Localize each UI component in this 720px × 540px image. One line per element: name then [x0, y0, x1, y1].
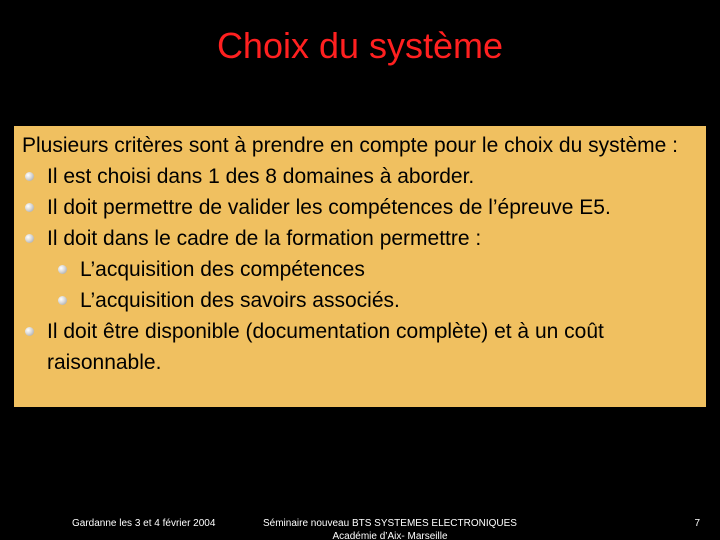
sub-bullet-text: L’acquisition des savoirs associés.	[80, 289, 400, 312]
bullet-text: Il doit permettre de valider les compétences de l’épreuve E5.	[47, 196, 611, 219]
sub-bullet-item	[55, 254, 698, 285]
bullet-item	[22, 192, 698, 223]
footer-date: Gardanne les 3 et 4 février 2004	[72, 518, 216, 529]
slide-title: Choix du système	[216, 25, 504, 66]
bullet-text: Il est choisi dans 1 des 8 domaines à aborder.	[47, 165, 475, 188]
bullet-dot-icon	[58, 265, 67, 274]
intro-text: Plusieurs critères sont à prendre en compte pour le choix du système :	[22, 134, 678, 157]
sub-bullet-item	[55, 285, 698, 316]
bullet-dot-icon	[25, 327, 34, 336]
bullet-dot-icon	[25, 172, 34, 181]
bullet-text: Il doit être disponible (documentation complète) et à un coût raisonnable.	[47, 320, 604, 374]
bullet-text: Il doit dans le cadre de la formation permettre :	[47, 227, 482, 250]
page-number: 7	[694, 518, 700, 529]
bullet-item	[22, 223, 698, 254]
bullet-item	[22, 316, 698, 378]
bullet-dot-icon	[58, 296, 67, 305]
bullet-item	[22, 161, 698, 192]
footer-seminar	[255, 517, 525, 540]
bullet-dot-icon	[25, 203, 34, 212]
footer-seminar-line2: Académie d’Aix- Marseille	[332, 531, 448, 540]
bullet-dot-icon	[25, 234, 34, 243]
sub-bullet-text: L’acquisition des compétences	[80, 258, 365, 281]
footer-seminar-line1: Séminaire nouveau BTS SYSTEMES ELECTRONIQUES	[263, 518, 517, 529]
content-box	[14, 126, 706, 407]
